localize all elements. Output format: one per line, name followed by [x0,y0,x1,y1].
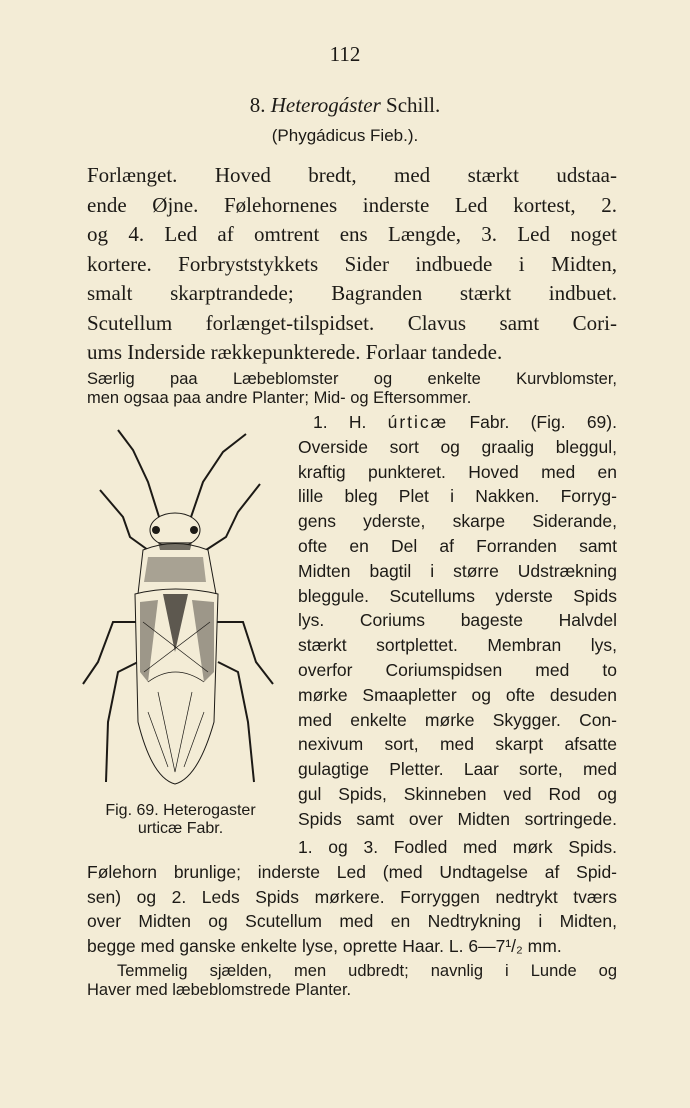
genus-habitat [87,370,617,408]
text-line: bleggule. Scutellums yderste Spids [298,585,617,606]
text-line: ende Øjne. Følehornenes inderste Led kortest, 2. [87,192,617,217]
text-line: lys. Coriums bageste Halvdel [298,610,617,631]
text-line: sen) og 2. Leds Spids mørkere. Forryggen nedtrykt tværs [87,886,617,907]
text-line: over Midten og Scutellum med en Nedtrykning i Midten, [87,911,617,932]
text-line: kraftig punkteret. Hoved med en [298,461,617,482]
text-line: lille bleg Plet i Nakken. Forryg- [298,486,617,507]
text-line: gens yderste, skarpe Siderande, [298,511,617,532]
text-line: mørke Smaapletter og ofte desuden [298,684,617,705]
species-number: 1. H. [313,412,367,432]
text-line: nexivum sort, med skarpt afsatte [298,734,617,755]
text-line: begge med ganske enkelte lyse, oprette Haar. L. 6—7¹/₂ mm. [87,936,562,957]
genus-description [87,161,617,368]
text-line: stærkt sortplettet. Membran lys, [298,635,617,656]
text-line: Scutellum forlænget-tilspidset. Clavus samt Cori- [87,310,617,335]
genus-name: Heterogáster [270,93,381,117]
species-continuation [87,835,617,959]
insect-illustration-icon [78,422,283,802]
caption-line: urticæ Fabr. [137,820,224,837]
text-line: gul Spids, Skinneben ved Rod og [298,783,617,804]
text-line: kortere. Forbryststykkets Sider indbuede i Midten, [87,251,617,276]
text-line: overfor Coriumspidsen med to [298,659,617,680]
genus-number: 8. [249,93,266,117]
text-line: Overside sort og graalig bleggul, [298,436,617,457]
text-line: Særlig paa Læbeblomster og enkelte Kurvblomster, [87,370,617,388]
text-line: men ogsaa paa andre Planter; Mid- og Eftersommer. [87,389,472,407]
text-line: Følehorn brunlige; inderste Led (med Undtagelse af Spid- [87,861,617,882]
text-line: Midten bagtil i større Udstrækning [298,560,617,581]
text-line: Haver med læbeblomstrede Planter. [87,981,352,999]
figure-caption [78,802,283,838]
text-line: Forlænget. Hoved bredt, med stærkt udstaa- [87,163,617,187]
text-line: Spids samt over Midten sortringede. [298,808,617,829]
species-entry [298,410,617,832]
species-author: Fabr. (Fig. 69). [469,412,617,432]
text-line: smalt skarptrandede; Bagranden stærkt indbuet. [87,281,617,305]
caption-line: Fig. 69. Heterogaster [105,802,256,819]
text-line: Temmelig sjælden, men udbredt; navnlig i Lunde og [117,962,617,980]
species-name: úrticæ [387,412,449,432]
text-line: gulagtige Pletter. Laar sorte, med [298,759,617,780]
text-line: ums Inderside rækkepunkterede. Forlaar tandede. [87,340,503,364]
text-line: med enkelte mørke Skygger. Con- [298,709,617,730]
genus-author: Schill. [386,93,441,117]
genus-heading [0,93,690,118]
text-line: 1. og 3. Fodled med mørk Spids. [298,837,617,857]
text-line: ofte en Del af Forranden samt [298,535,617,556]
genus-synonym: (Phygádicus Fieb.). [271,126,419,145]
text-line: og 4. Led af omtrent ens Længde, 3. Led noget [87,222,617,246]
species-note [87,962,617,1000]
page-number: 112 [329,42,361,66]
species-heading [298,410,617,435]
